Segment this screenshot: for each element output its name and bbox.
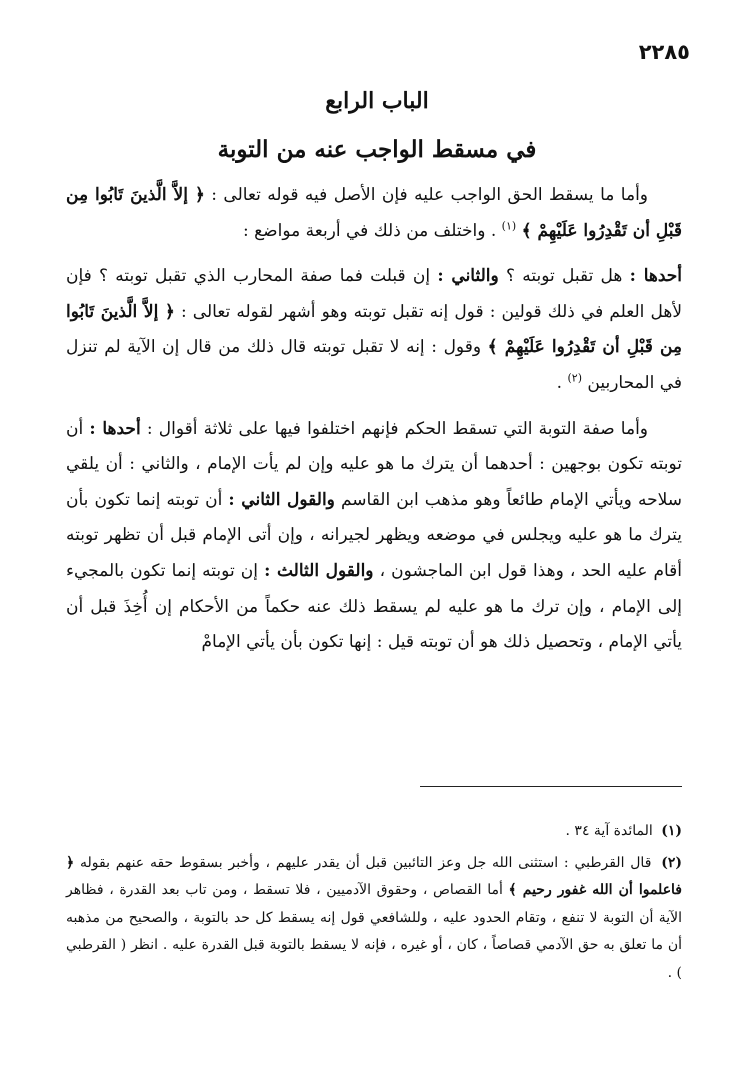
footnote-ref-2[interactable]: (٢) bbox=[567, 371, 582, 385]
first-text-2: إن قبلت فما صفة المحارب الذي تقبل توبته ؟ فإن لأهل العلم في ذلك قولين : قول إنه تقبل توبته وهو أشهر لقوله تعالى : bbox=[66, 266, 683, 322]
repentance-paragraph bbox=[66, 412, 682, 661]
second-lead: والثاني : bbox=[437, 266, 499, 287]
footnote-ref-1[interactable]: (١) bbox=[501, 218, 517, 232]
first-issue-paragraph bbox=[66, 259, 682, 401]
intro-paragraph bbox=[66, 178, 682, 249]
footnote-number: (١) bbox=[661, 823, 682, 839]
footnote-divider bbox=[420, 786, 682, 787]
chapter-title: الباب الرابع bbox=[325, 88, 429, 114]
first-text-3: وقول : إنه لا تقبل توبته قال ذلك من قال إن الآية لم تنزل في المحاربين bbox=[66, 337, 682, 393]
second-text-3: أن توبته إنما تكون بأن يترك ما هو عليه ويجلس في موضعه ويظهر لجيرانه ، وإن أتى الإمام قبل أن تظهر توبته أقام عليه الحد ، وهذا قول ابن الماجشون ، bbox=[66, 489, 683, 581]
intro-text: وأما ما يسقط الحق الواجب عليه فإن الأصل فيه قوله تعالى : bbox=[211, 185, 649, 205]
first-end: . bbox=[556, 372, 563, 393]
footnote-2 bbox=[66, 850, 682, 988]
footnote-text: المائدة آية ٣٤ . bbox=[565, 823, 653, 839]
footnotes bbox=[66, 818, 682, 987]
section-title: في مسقط الواجب عنه من التوبة bbox=[217, 136, 537, 163]
footnote-text-part-2: أما القصاص ، وحقوق الآدميين ، فلا تسقط ، ومن تاب بعد القدرة ، فظاهر الآية أن التوبة لا تنفع ، وتقام الحدود عليه ، وللشافعي قول إنه يسقط كل حد بالتوبة ، والصحيح من مذهبه أن ما تعلق به حق الآدمي قصاصاً ، كان ، أو غيره ، فإنه لا يسقط بالتوبة قبل القدرة عليه . انظر ( القرطبي ) . bbox=[66, 882, 682, 981]
opinion-2-lead: والقول الثاني : bbox=[228, 489, 335, 510]
second-text-2: أن توبته تكون بوجهين : أحدهما أن يترك ما هو عليه وإن لم يأت الإمام ، والثاني : أن يلقي سلاحه ويأتي الإمام طائعاً وهو مذهب ابن القاسم bbox=[66, 418, 682, 510]
footnote-1 bbox=[66, 818, 682, 846]
opinion-1-lead: أحدها : bbox=[89, 418, 141, 439]
first-lead: أحدها : bbox=[629, 266, 682, 287]
first-text-1: هل تقبل توبته ؟ bbox=[505, 266, 623, 287]
main-text bbox=[66, 178, 682, 661]
quran-verse: ﴿ إلاَّ الَّذينَ تَابُوا مِن قَبْلِ أن تَقْدِرُوا عَلَيْهِمْ ﴾ bbox=[66, 301, 683, 358]
second-text-4: إن توبته إنما تكون بالمجيء إلى الإمام ، وإن ترك ما هو عليه لم يسقط ذلك عنه حكماً من الأحكام إن أُخِذَ قبل أن يأتي الإمام ، وتحصيل ذلك هو أن توبته قيل : إنها تكون بأن يأتي الإمامْ bbox=[66, 560, 682, 653]
intro-rest: . واختلف من ذلك في أربعة مواضع : bbox=[243, 220, 497, 241]
footnote-text-part-1: قال القرطبي : استثنى الله جل وعز التائبين قبل أن يقدر عليهم ، وأخبر بسقوط حقه عنهم بقوله bbox=[80, 854, 652, 871]
quran-verse: ﴿ فاعلموا أن الله غفور رحيم ﴾ bbox=[66, 854, 683, 898]
footnote-number: (٢) bbox=[661, 854, 682, 871]
quran-verse: ﴿ إلاَّ الَّذينَ تَابُوا مِن قَبْلِ أن تَقْدِرُوا عَلَيْهِمْ ﴾ bbox=[66, 185, 682, 241]
page-number: ٢٢٨٥ bbox=[638, 40, 690, 64]
opinion-3-lead: والقول الثالث : bbox=[264, 560, 374, 581]
second-text-1: وأما صفة التوبة التي تسقط الحكم فإنهم اختلفوا فيها على ثلاثة أقوال : bbox=[146, 418, 649, 439]
